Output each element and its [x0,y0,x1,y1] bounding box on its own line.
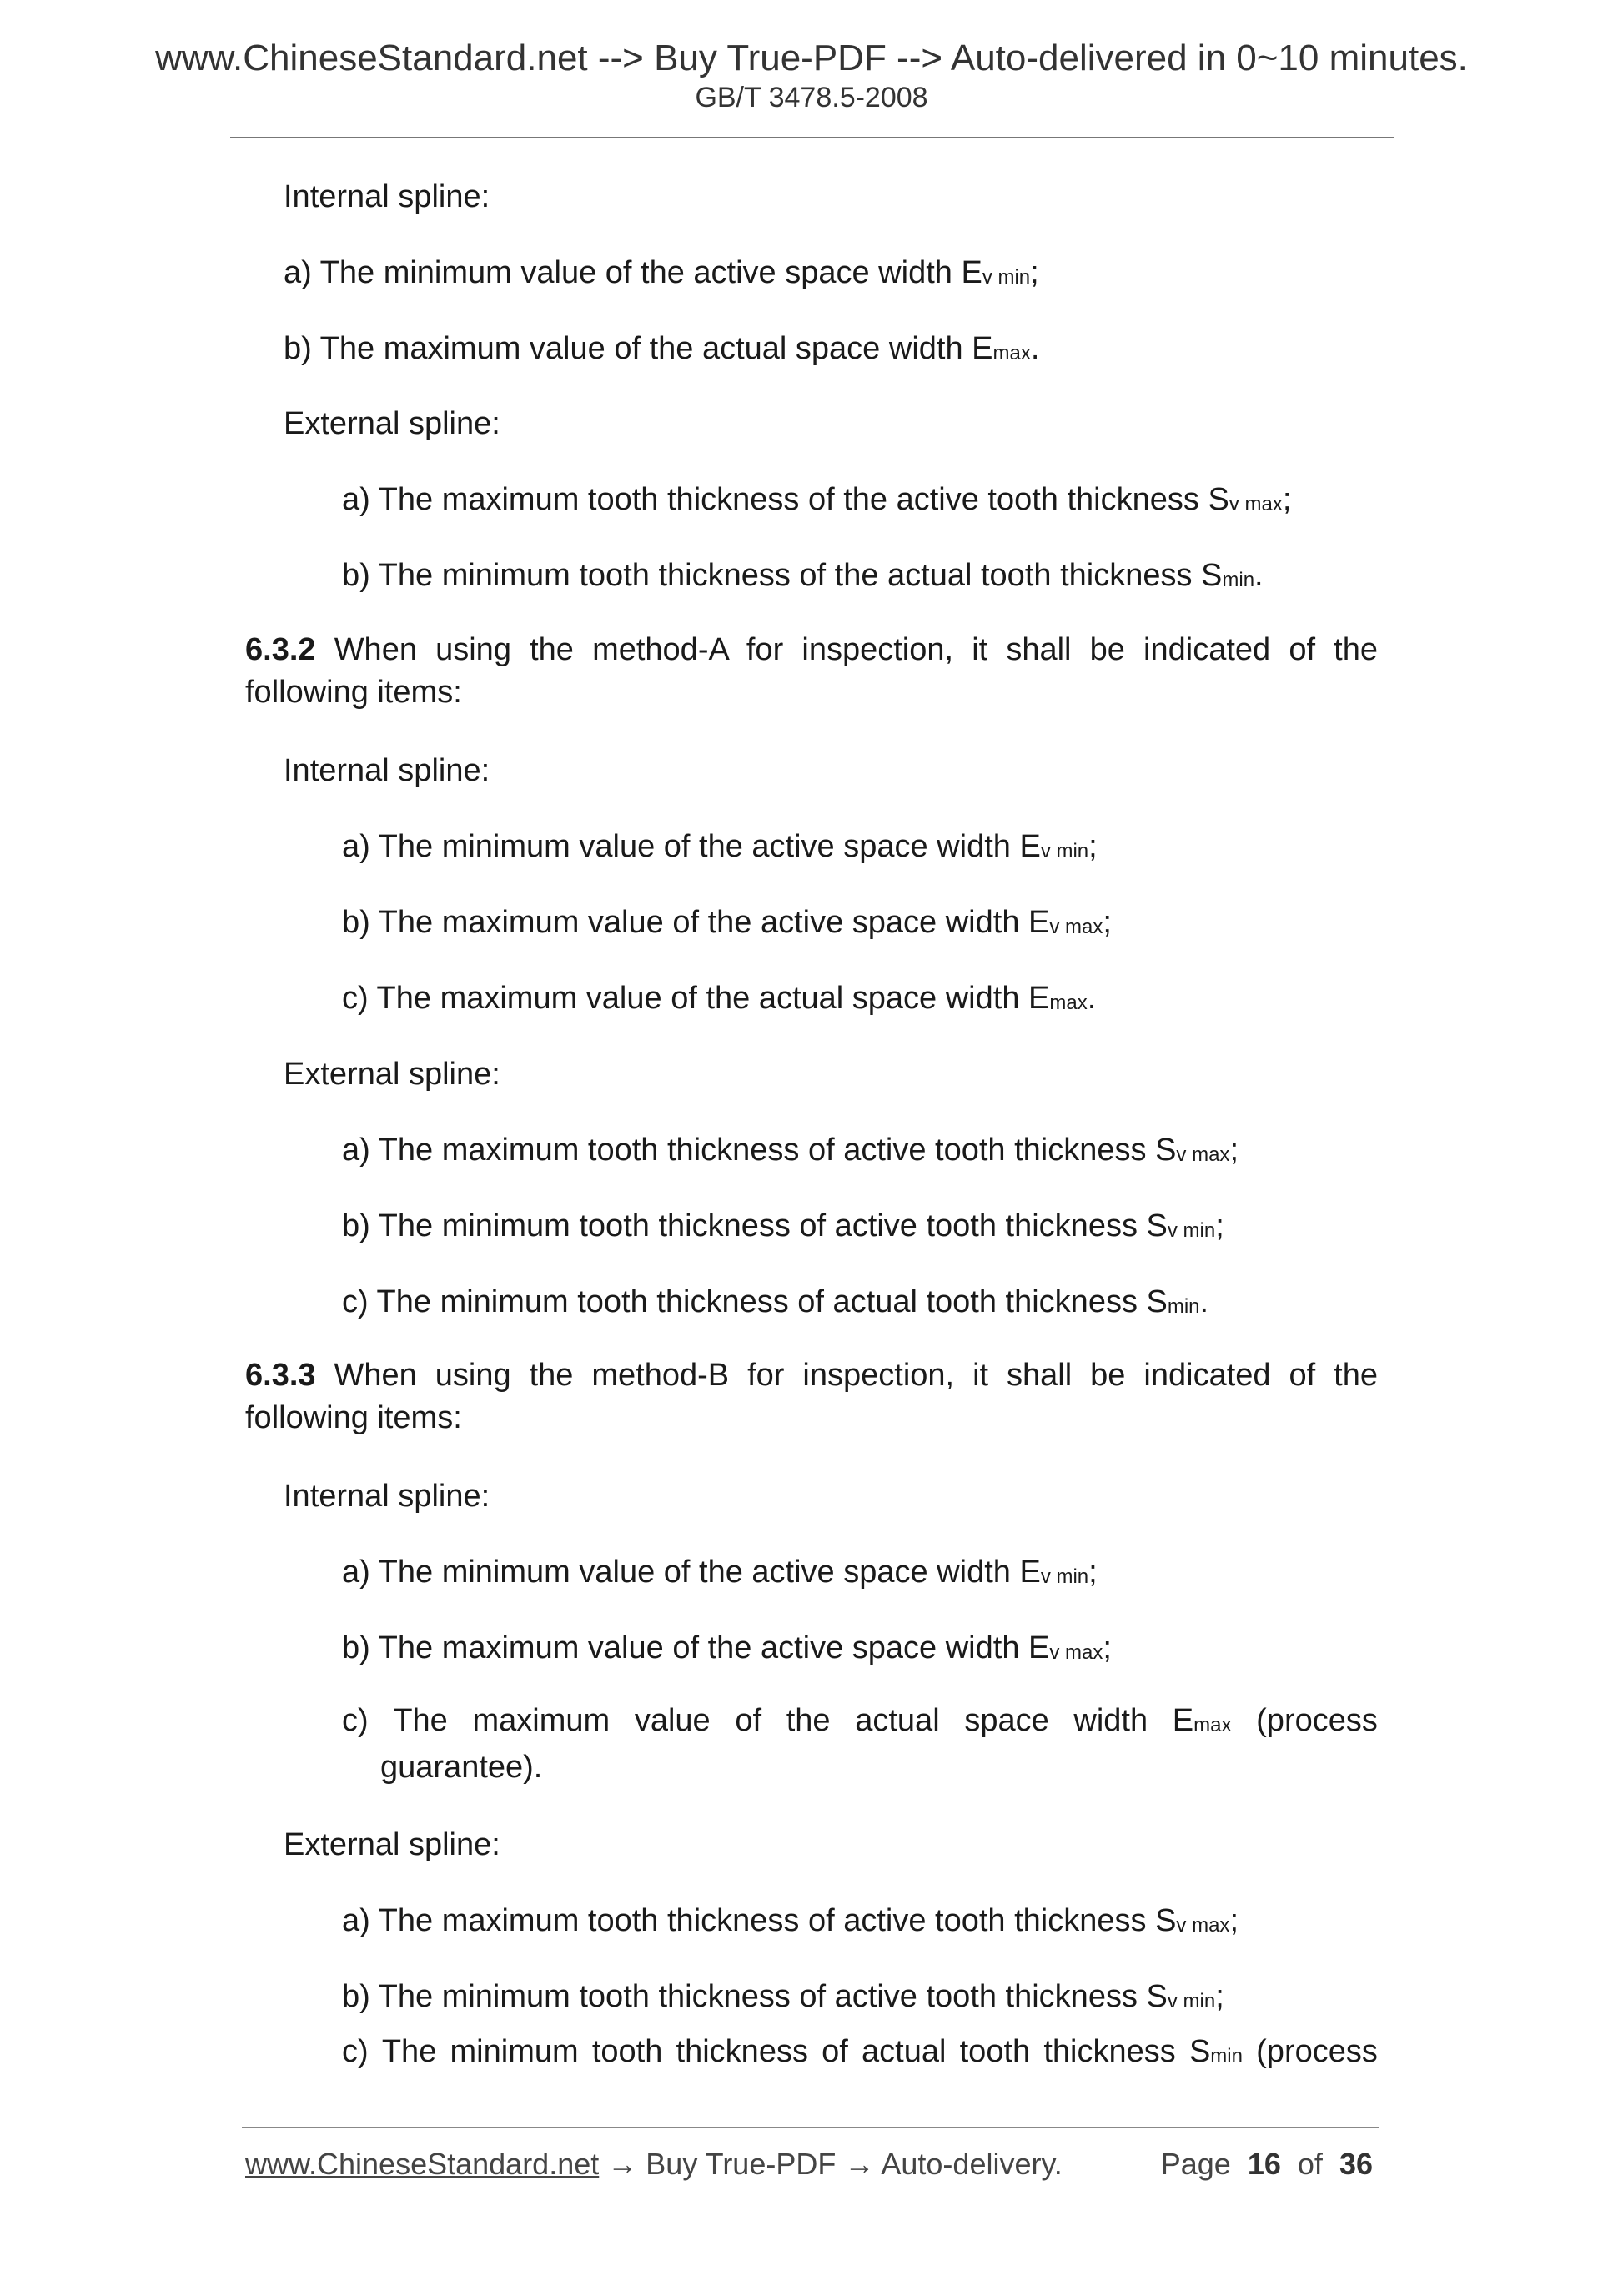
list-item: b) The maximum value of the active space width $E_{v max}$; [342,905,1112,940]
list-item: c) The maximum value of the actual space width $E_{max}$. [342,981,1097,1016]
list-item: c) The minimum tooth thickness of actual tooth thickness $S_{min}$. [342,1284,1209,1319]
external-spline-heading: External spline: [284,1827,500,1862]
arrow-right-icon: → [844,2147,875,2181]
total-pages: 36 [1339,2147,1373,2181]
list-item-line: c) The maximum value of the actual space width $E_{max}$ (process [342,1703,1378,1738]
list-item: b) The minimum tooth thickness of the actual tooth thickness $S_{min}$. [342,558,1264,593]
footer-divider [242,2127,1379,2128]
page-number: 16 [1247,2147,1281,2181]
external-spline-heading: External spline: [284,1057,500,1092]
page-indicator: Page 16 of 36 [1160,2147,1373,2181]
list-item [342,1700,1378,1789]
clause-6-3-3: 6.3.3 When using the method-B for inspection, it shall be indicated of the following items: [245,1358,1378,1435]
internal-spline-heading: Internal spline: [284,1479,490,1514]
list-item: c) The minimum tooth thickness of actual tooth thickness $S_{min}$ (process [342,2034,1378,2069]
list-item: a) The maximum tooth thickness of the active tooth thickness $S_{v max}$; [342,482,1292,517]
header-banner: www.ChineseStandard.net --> Buy True-PDF --> Auto-delivered in 0~10 minutes. [155,38,1468,78]
header-divider [230,137,1394,138]
buy-true-pdf-text: Buy True-PDF [646,2147,837,2181]
website-link[interactable]: www.ChineseStandard.net [245,2147,600,2181]
list-item-continuation: guarantee). [380,1750,543,1786]
external-spline-heading: External spline: [284,406,500,441]
internal-spline-heading: Internal spline: [284,753,490,788]
clause-number: 6.3.3 [245,1358,316,1393]
list-item: a) The minimum value of the active space width $E_{v min}$; [342,829,1098,864]
list-item: b) The minimum tooth thickness of active tooth thickness $S_{v min}$; [342,1208,1224,1243]
list-item: b) The maximum value of the active space width $E_{v max}$; [342,1630,1112,1665]
list-item: b) The maximum value of the actual space width $E_{max}$. [284,331,1040,366]
list-item: a) The minimum value of the active space width $E_{v min}$; [284,255,1039,290]
list-item: a) The maximum tooth thickness of active tooth thickness $S_{v max}$; [342,1903,1239,1938]
list-item: b) The minimum tooth thickness of active tooth thickness $S_{v min}$; [342,1979,1224,2014]
clause-6-3-2: 6.3.2 When using the method-A for inspection, it shall be indicated of the following items: [245,632,1378,710]
list-item: a) The minimum value of the active space width $E_{v min}$; [342,1555,1098,1590]
auto-delivery-text: Auto-delivery. [881,2147,1063,2181]
clause-number: 6.3.2 [245,632,316,667]
internal-spline-heading: Internal spline: [284,179,490,214]
list-item: a) The maximum tooth thickness of active tooth thickness $S_{v max}$; [342,1133,1239,1168]
standard-code: GB/T 3478.5-2008 [695,82,928,113]
arrow-right-icon: → [607,2147,638,2181]
footer-links [245,2149,1063,2179]
